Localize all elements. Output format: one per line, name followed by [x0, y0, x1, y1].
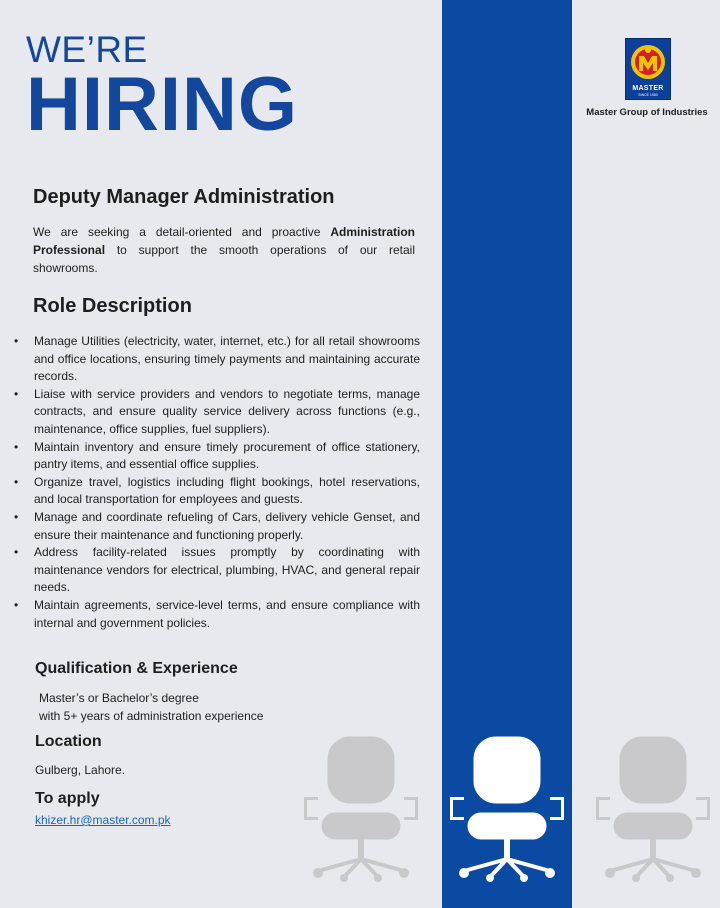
- list-item: [14, 333, 420, 386]
- headline-line1: WE’RE: [26, 29, 148, 70]
- job-intro: [33, 223, 415, 277]
- qualification-line2: with 5+ years of administration experience: [39, 708, 264, 723]
- list-item: [14, 386, 420, 439]
- bullet: •: [14, 545, 19, 560]
- location-heading: Location: [35, 733, 102, 750]
- duty-text: Liaise with service providers and vendors to negotiate terms, manage contracts, and ensure quality service delivery across functions (e.g., maintenance, office supplies, fuel suppliers).: [34, 386, 420, 436]
- bullet: •: [14, 334, 19, 348]
- duty-text: Address facility-related issues promptly by coordinating with maintenance vendors for electrical, plumbing, HVAC, and general repair needs.: [34, 545, 420, 595]
- intro-text-bold: Administration Professional: [33, 225, 415, 257]
- bullet: •: [14, 597, 19, 612]
- hiring-headline: [26, 29, 298, 147]
- job-title: Deputy Manager Administration: [33, 186, 335, 208]
- list-item: [14, 509, 420, 544]
- list-item: [14, 439, 420, 474]
- bullet: •: [14, 386, 19, 401]
- master-emblem-icon: [626, 39, 670, 85]
- master-logo: [625, 38, 671, 100]
- apply-heading: To apply: [35, 790, 100, 807]
- list-item: [14, 597, 420, 632]
- qualification-line1: Master’s or Bachelor’s degree: [39, 691, 199, 705]
- bullet: •: [14, 474, 19, 489]
- duty-text: Manage and coordinate refueling of Cars, delivery vehicle Genset, and ensure their maintenance and functioning properly.: [34, 509, 420, 542]
- duty-text: Manage Utilities (electricity, water, internet, etc.) for all retail showrooms and office locations, ensuring timely payments and maintaining accurate records.: [34, 334, 420, 384]
- location-text: Gulberg, Lahore.: [35, 763, 126, 777]
- qualification-heading: Qualification & Experience: [35, 660, 238, 677]
- duty-text: Organize travel, logistics including flight bookings, hotel reservations, and local transportation for employees and guests.: [34, 474, 420, 507]
- list-item: [14, 544, 420, 597]
- office-chair-right-icon: [592, 735, 714, 883]
- bullet: •: [14, 509, 19, 524]
- company-name: Master Group of Industries: [586, 107, 708, 118]
- duties-list: [14, 333, 420, 632]
- apply-email-link[interactable]: khizer.hr@master.com.pk: [35, 813, 171, 827]
- logo-wordmark: MASTER: [632, 85, 664, 92]
- list-item: [14, 474, 420, 509]
- bullet: •: [14, 439, 19, 454]
- office-chair-center-icon: [446, 735, 568, 883]
- duty-text: Maintain agreements, service-level terms, and ensure compliance with internal and government policies.: [34, 597, 420, 630]
- office-chair-left-icon: [300, 735, 422, 883]
- duty-text: Maintain inventory and ensure timely procurement of office stationery, pantry items, and essential office supplies.: [34, 439, 420, 472]
- intro-text-start: We are seeking a detail-oriented and proactive: [33, 225, 331, 239]
- qualification-text: [39, 690, 263, 725]
- role-description-heading: Role Description: [33, 295, 192, 317]
- headline-line2: HIRING: [26, 62, 298, 147]
- logo-since: SINCE 1963: [638, 93, 658, 97]
- intro-text-end: to support the smooth operations of our retail showrooms.: [33, 243, 415, 275]
